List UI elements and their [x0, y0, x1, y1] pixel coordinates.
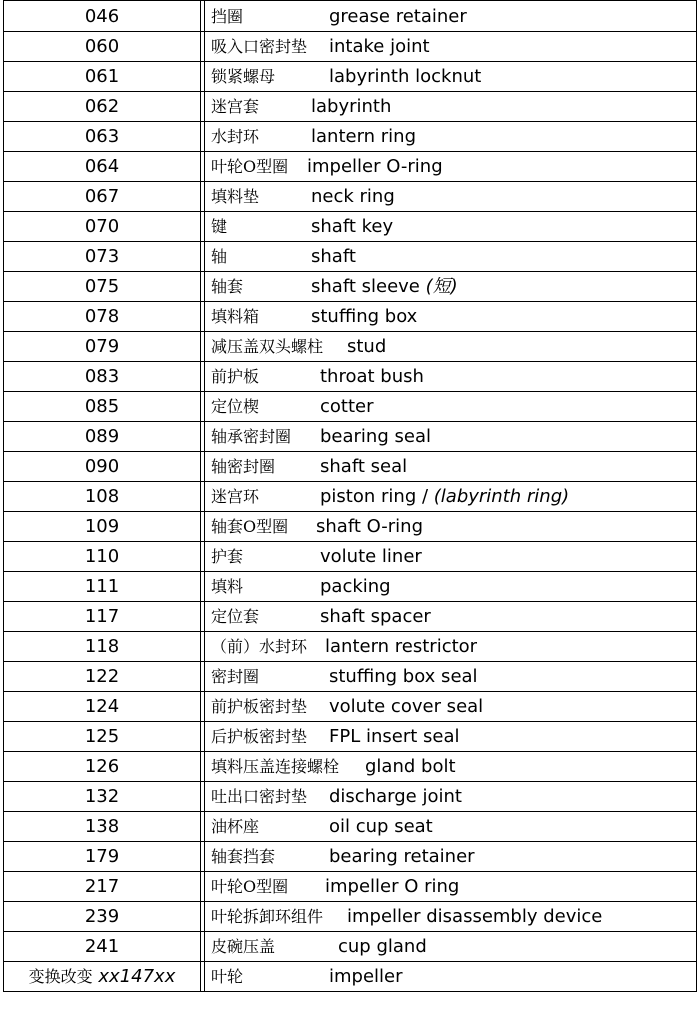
table-row: [4, 962, 697, 992]
part-name-chinese: 前护板: [211, 367, 260, 386]
part-name-cell: [205, 932, 697, 962]
part-name-cell: [205, 842, 697, 872]
part-code: xx147xx: [98, 966, 176, 987]
part-code: 118: [84, 636, 120, 657]
part-name-cell: [205, 722, 697, 752]
part-name-english: impeller: [329, 966, 403, 987]
part-name-english: impeller O ring: [325, 876, 460, 897]
table-row: [4, 452, 697, 482]
part-name-cell: [205, 962, 697, 992]
part-name-english: impeller disassembly device: [347, 906, 603, 927]
part-code: 067: [84, 186, 120, 207]
table-row: [4, 902, 697, 932]
part-name-cell: [205, 812, 697, 842]
part-name-chinese: 吸入口密封垫: [211, 37, 308, 56]
part-name-english: grease retainer: [329, 5, 467, 27]
part-name-chinese: 填料压盖连接螺栓: [211, 757, 340, 776]
part-name-chinese: 锁紧螺母: [211, 67, 276, 86]
part-name-cell: [205, 392, 697, 422]
part-code-cell: [4, 572, 201, 602]
part-code-cell: [4, 182, 201, 212]
part-name-english: bearing retainer: [329, 846, 475, 867]
part-code-cell: [4, 692, 201, 722]
part-name-english: throat bush: [320, 366, 424, 387]
part-code-cell: [4, 1, 201, 32]
part-code: 108: [84, 486, 120, 507]
part-name-english: cotter: [320, 396, 374, 417]
table-row: [4, 362, 697, 392]
part-name-chinese: 键: [211, 217, 228, 236]
part-name-chinese: 填料: [211, 577, 244, 596]
part-code-cell: [4, 392, 201, 422]
table-row: [4, 632, 697, 662]
part-name-cell: [205, 752, 697, 782]
part-name-cell: [205, 62, 697, 92]
table-row: [4, 572, 697, 602]
part-name-cell: [205, 362, 697, 392]
table-row: [4, 782, 697, 812]
part-code-cell: [4, 332, 201, 362]
part-name-english: shaft spacer: [320, 606, 431, 627]
part-code-cell: [4, 632, 201, 662]
part-name-cell: [205, 152, 697, 182]
part-name-english: shaft O-ring: [316, 516, 424, 537]
part-code: 079: [84, 336, 120, 357]
part-name-english: shaft sleeve: [311, 276, 420, 297]
table-row: [4, 812, 697, 842]
part-name-cell: [205, 122, 697, 152]
part-code: 117: [84, 606, 120, 627]
part-name-chinese: 皮碗压盖: [211, 937, 276, 956]
part-name-english: cup gland: [338, 936, 427, 957]
part-code: 132: [84, 786, 120, 807]
part-code: 063: [84, 126, 120, 147]
parts-table-body: [4, 1, 697, 992]
part-code: 062: [84, 96, 120, 117]
part-code-cell: [4, 782, 201, 812]
part-name-english: lantern ring: [311, 126, 417, 147]
part-name-chinese: 后护板密封垫: [211, 727, 308, 746]
part-name-cell: [205, 332, 697, 362]
part-name-english: labyrinth: [311, 96, 392, 117]
part-code: 109: [84, 516, 120, 537]
part-name-cell: [205, 482, 697, 512]
part-code-cell: [4, 872, 201, 902]
part-code-cell: [4, 482, 201, 512]
part-name-chinese: 轴密封圈: [211, 457, 276, 476]
part-name-chinese: 吐出口密封垫: [211, 787, 308, 806]
code-prefix-text: 变换改变: [28, 967, 93, 986]
table-row: [4, 392, 697, 422]
part-code-cell: [4, 542, 201, 572]
table-row: [4, 872, 697, 902]
table-row: [4, 32, 697, 62]
parts-table: [3, 0, 697, 992]
part-code: 070: [84, 216, 120, 237]
part-code-cell: [4, 512, 201, 542]
table-row: [4, 302, 697, 332]
part-name-chinese: 轴套: [211, 277, 244, 296]
part-name-english: volute cover seal: [329, 696, 484, 717]
part-name-cell: [205, 422, 697, 452]
part-code-cell: [4, 62, 201, 92]
table-row: [4, 422, 697, 452]
part-name-cell: [205, 212, 697, 242]
part-code: 179: [84, 846, 120, 867]
part-name-chinese: 叶轮O型圈: [211, 157, 289, 176]
part-name-cell: [205, 92, 697, 122]
table-row: [4, 932, 697, 962]
part-name-english: volute liner: [320, 546, 422, 567]
part-name-english: stuffing box seal: [329, 666, 478, 687]
table-row: [4, 842, 697, 872]
part-code-cell: [4, 212, 201, 242]
part-name-chinese: 轴承密封圈: [211, 427, 292, 446]
part-name-english: shaft: [311, 246, 356, 267]
part-name-english: discharge joint: [329, 786, 462, 807]
part-code: 089: [84, 426, 120, 447]
part-name-chinese: 轴套挡套: [211, 847, 276, 866]
part-name-cell: [205, 872, 697, 902]
table-row: [4, 512, 697, 542]
part-name-chinese: 轴套O型圈: [211, 517, 289, 536]
part-name-chinese: 定位套: [211, 607, 260, 626]
part-code: 125: [84, 726, 120, 747]
part-name-cell: [205, 182, 697, 212]
part-name-chinese: 填料箱: [211, 307, 260, 326]
part-name-cell: [205, 902, 697, 932]
table-row: [4, 182, 697, 212]
part-code-cell: [4, 272, 201, 302]
part-code: 241: [84, 936, 120, 957]
table-row: [4, 212, 697, 242]
part-code: 078: [84, 306, 120, 327]
part-code-cell: [4, 422, 201, 452]
table-row: [4, 62, 697, 92]
part-code-cell: [4, 842, 201, 872]
part-name-chinese: 密封圈: [211, 667, 260, 686]
part-name-cell: [205, 632, 697, 662]
part-code: 075: [84, 276, 120, 297]
part-name-english: stud: [347, 336, 387, 357]
table-row: [4, 332, 697, 362]
part-name-cell: [205, 542, 697, 572]
part-code-cell: [4, 92, 201, 122]
part-code-cell: [4, 32, 201, 62]
part-code-cell: [4, 662, 201, 692]
part-code: 138: [84, 816, 120, 837]
part-name-chinese: 挡圈: [211, 6, 244, 26]
part-code: 073: [84, 246, 120, 267]
part-code-cell: [4, 302, 201, 332]
part-name-cell: [205, 602, 697, 632]
part-name-cell: [205, 452, 697, 482]
part-code: 083: [84, 366, 120, 387]
table-row: [4, 662, 697, 692]
part-name-english: intake joint: [329, 36, 430, 57]
part-code: 046: [84, 5, 120, 27]
table-row: [4, 272, 697, 302]
part-name-chinese: 油杯座: [211, 817, 260, 836]
part-name-chinese: 水封环: [211, 127, 260, 146]
part-name-english: neck ring: [311, 186, 395, 207]
part-name-english: stuffing box: [311, 306, 418, 327]
part-name-chinese: 填料垫: [211, 187, 260, 206]
table-row: [4, 242, 697, 272]
part-name-cell: [205, 1, 697, 32]
part-code-cell: [4, 152, 201, 182]
part-name-chinese: 护套: [211, 547, 244, 566]
part-name-english: impeller O-ring: [307, 156, 443, 177]
part-name-chinese: 迷宫套: [211, 97, 260, 116]
part-name-chinese: （前）水封环: [211, 637, 308, 656]
part-name-note: (短): [425, 276, 458, 297]
part-name-english: gland bolt: [365, 756, 456, 777]
part-code: 060: [84, 36, 120, 57]
part-code-cell: [4, 452, 201, 482]
part-name-cell: [205, 572, 697, 602]
part-name-chinese: 前护板密封垫: [211, 697, 308, 716]
part-name-cell: [205, 242, 697, 272]
part-name-english: FPL insert seal: [329, 726, 460, 747]
part-code-cell: [4, 932, 201, 962]
part-code: 085: [84, 396, 120, 417]
part-name-english: shaft seal: [320, 456, 408, 477]
part-name-chinese: 迷宫环: [211, 487, 260, 506]
part-name-cell: [205, 272, 697, 302]
part-name-cell: [205, 32, 697, 62]
part-code: 124: [84, 696, 120, 717]
part-code-cell: [4, 722, 201, 752]
part-name-cell: [205, 512, 697, 542]
part-code: 217: [84, 876, 120, 897]
part-name-english: packing: [320, 576, 391, 597]
part-code-cell: [4, 242, 201, 272]
part-name-cell: [205, 692, 697, 722]
table-row: [4, 752, 697, 782]
part-name-chinese: 叶轮拆卸环组件: [211, 907, 324, 926]
part-name-cell: [205, 302, 697, 332]
part-code-cell: [4, 752, 201, 782]
part-name-chinese: 叶轮: [211, 967, 244, 986]
part-name-english: bearing seal: [320, 426, 431, 447]
part-name-english: oil cup seat: [329, 816, 433, 837]
part-code: 122: [84, 666, 120, 687]
part-name-english: piston ring /: [320, 486, 429, 507]
part-name-chinese: 定位楔: [211, 397, 260, 416]
part-name-english: shaft key: [311, 216, 394, 237]
table-row: [4, 722, 697, 752]
part-name-english: lantern restrictor: [325, 636, 478, 657]
part-name-cell: [205, 662, 697, 692]
part-name-chinese: 轴: [211, 247, 228, 266]
part-code-cell: [4, 962, 201, 992]
part-name-note: (labyrinth ring): [433, 486, 570, 507]
part-code-cell: [4, 602, 201, 632]
table-row: [4, 122, 697, 152]
part-code: 239: [84, 906, 120, 927]
part-code: 111: [84, 576, 120, 597]
part-code: 110: [84, 546, 120, 567]
part-code-cell: [4, 122, 201, 152]
part-name-chinese: 叶轮O型圈: [211, 877, 289, 896]
part-code-cell: [4, 902, 201, 932]
table-row: [4, 92, 697, 122]
part-code: 064: [84, 156, 120, 177]
part-code: 061: [84, 66, 120, 87]
table-row: [4, 482, 697, 512]
table-row: [4, 692, 697, 722]
table-row: [4, 542, 697, 572]
part-name-english: labyrinth locknut: [329, 66, 482, 87]
table-row: [4, 602, 697, 632]
part-code: 126: [84, 756, 120, 777]
part-code-cell: [4, 812, 201, 842]
table-row: [4, 1, 697, 32]
part-name-cell: [205, 782, 697, 812]
part-code: 090: [84, 456, 120, 477]
table-row: [4, 152, 697, 182]
part-name-chinese: 减压盖双头螺柱: [211, 337, 324, 356]
part-code-cell: [4, 362, 201, 392]
